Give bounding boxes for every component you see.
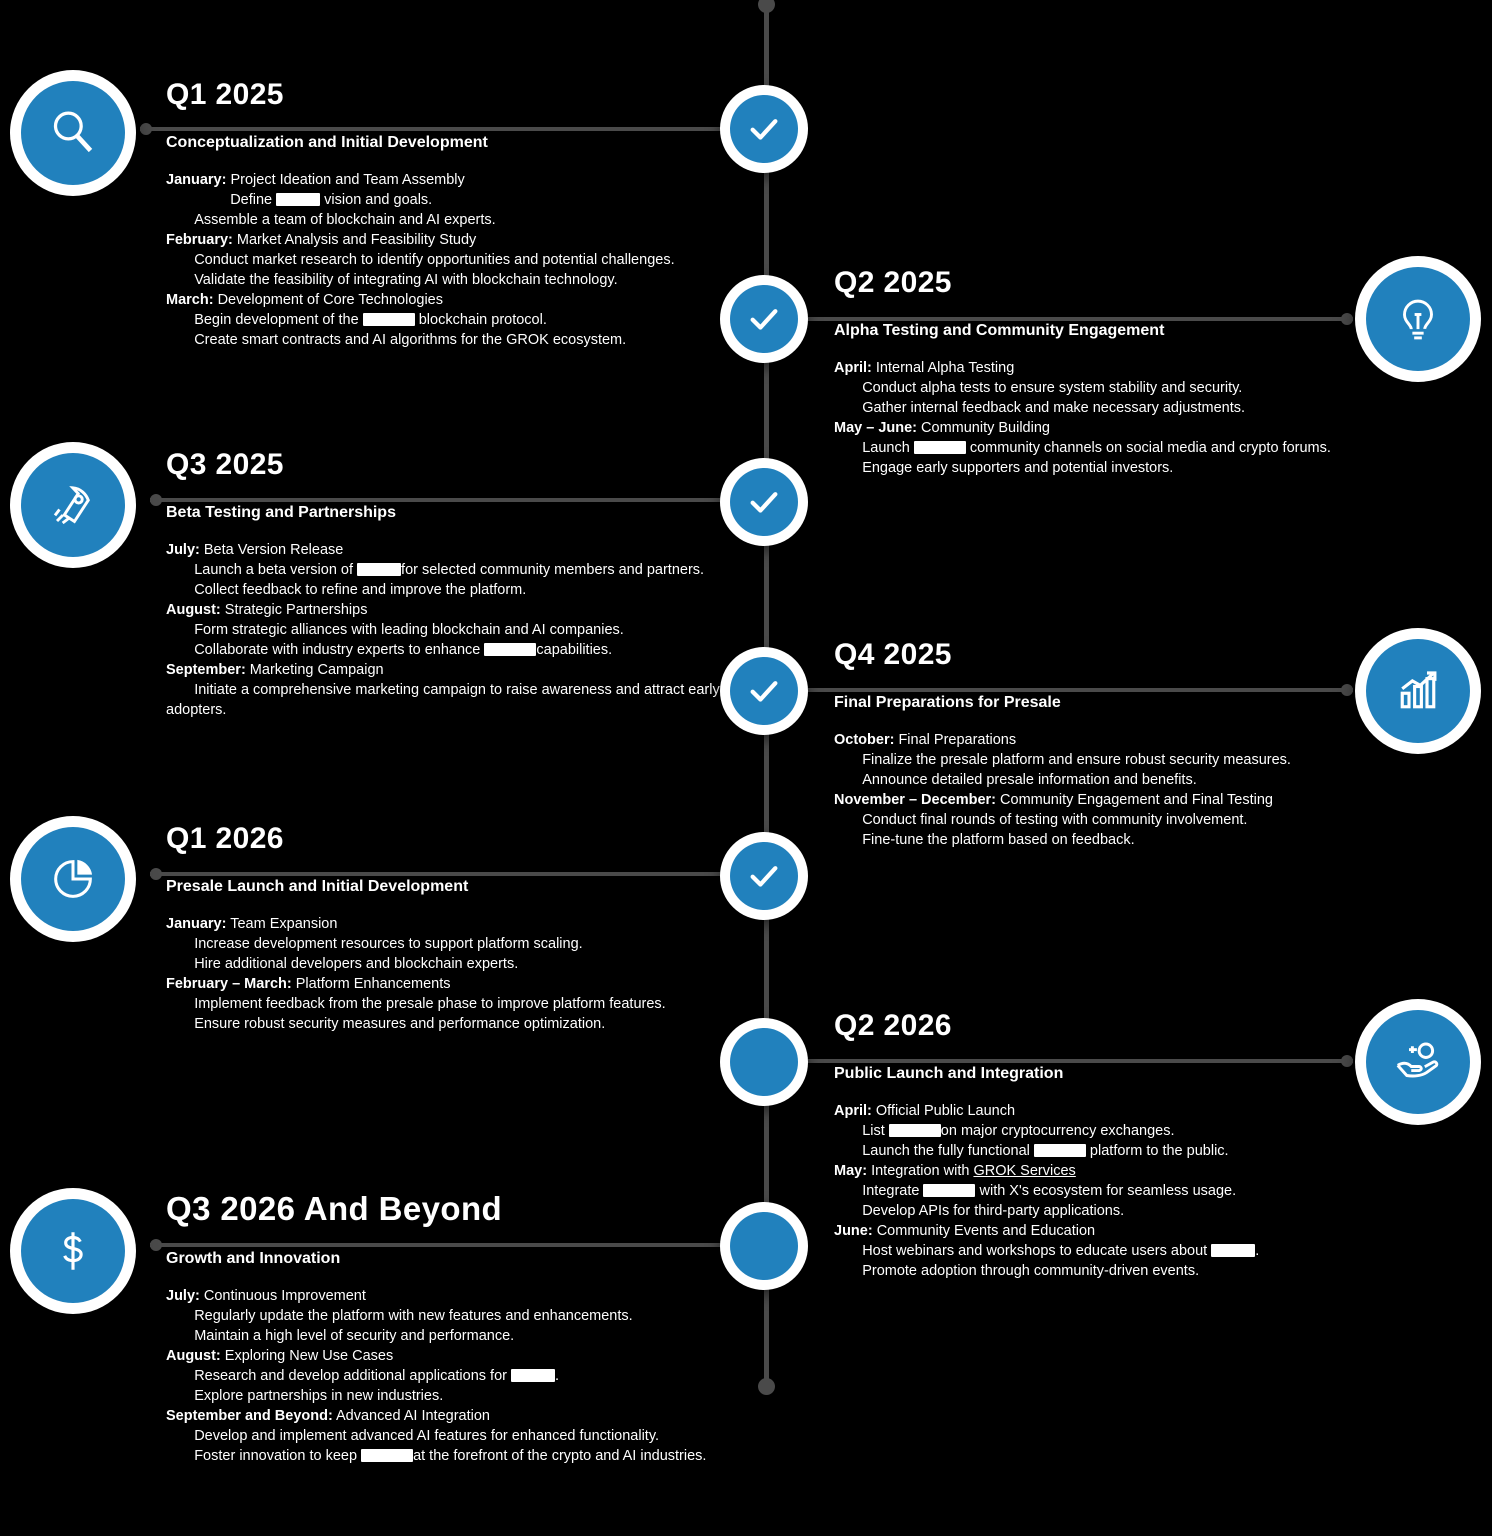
q2-2025-connector bbox=[808, 317, 1353, 321]
entry-subtitle: Final Preparations for Presale bbox=[834, 694, 1061, 711]
entry-subtitle: Presale Launch and Initial Development bbox=[166, 878, 469, 895]
entry-q2-2026 bbox=[834, 1009, 1379, 1281]
entry-q3-2026 bbox=[166, 1190, 731, 1466]
dollar-icon bbox=[21, 1199, 125, 1303]
entry-body: January: Team Expansion Increase development resources to support platform scaling. Hire additional developers and blockchain experts. February – March: Platform Enhancements Implement feedback from the presale phase to improve platform features. Ensure robust security measures and performance optimization. bbox=[166, 916, 666, 1032]
q3-2025-connector bbox=[150, 498, 730, 502]
lightbulb-icon bbox=[1366, 267, 1470, 371]
pie-chart-icon bbox=[21, 827, 125, 931]
entry-subtitle: Conceptualization and Initial Development bbox=[166, 134, 488, 151]
q1-2025-icon-badge bbox=[10, 70, 136, 196]
entry-title: Q3 2025 bbox=[166, 448, 284, 481]
check-icon bbox=[730, 95, 798, 163]
entry-body: July: Beta Version Release Launch a beta version of for selected community members and partners. Collect feedback to refine and improve the platform. August: Strategic Partnerships Form strategic alliances with leading blockchain and AI companies. Collaborate with industry experts to enhance capabilities. September: Marketing Campaign Initiate a comprehensive marketing campaign to raise awareness and attract early adopters. bbox=[166, 542, 720, 718]
q2-2025-node[interactable] bbox=[720, 275, 808, 363]
entry-title: Q2 2026 bbox=[834, 1009, 952, 1042]
entry-subtitle: Alpha Testing and Community Engagement bbox=[834, 322, 1165, 339]
check-icon bbox=[730, 842, 798, 910]
q3-2026-icon-badge bbox=[10, 1188, 136, 1314]
q3-2026-connector bbox=[150, 1243, 730, 1247]
timeline-spine-cap-top bbox=[758, 0, 775, 13]
entry-subtitle: Public Launch and Integration bbox=[834, 1065, 1064, 1082]
node-dot-icon bbox=[730, 1212, 798, 1280]
entry-q1-2026 bbox=[166, 822, 711, 1034]
entry-body: April: Internal Alpha Testing Conduct alpha tests to ensure system stability and security. Gather internal feedback and make necessary adjustments. May – June: Community Building Launch community channels on social media and crypto forums. Engage early supporters and potential investors. bbox=[834, 360, 1331, 476]
q2-2026-connector bbox=[808, 1059, 1353, 1063]
entry-q4-2025 bbox=[834, 638, 1379, 850]
q2-2025-icon-badge bbox=[1355, 256, 1481, 382]
entry-title: Q4 2025 bbox=[834, 638, 952, 671]
check-icon bbox=[730, 657, 798, 725]
q4-2025-node[interactable] bbox=[720, 647, 808, 735]
timeline-spine-cap-bottom bbox=[758, 1378, 775, 1395]
bar-chart-icon bbox=[1366, 639, 1470, 743]
magnifier-icon bbox=[21, 81, 125, 185]
q4-2025-connector bbox=[808, 688, 1353, 692]
entry-title: Q1 2025 bbox=[166, 78, 284, 111]
node-dot-icon bbox=[730, 1028, 798, 1096]
entry-subtitle: Growth and Innovation bbox=[166, 1250, 341, 1267]
entry-title: Q3 2026 And Beyond bbox=[166, 1190, 503, 1227]
entry-title: Q1 2026 bbox=[166, 822, 284, 855]
entry-body: April: Official Public Launch List on major cryptocurrency exchanges. Launch the fully functional platform to the public. May: Integration with GROK Services Integrate with X's ecosystem for seamless usage. Develop APIs for third-party applications. June: Community Events and Education Host webinars and workshops to educate users about . Promote adoption through community-driven events. bbox=[834, 1103, 1260, 1279]
entry-body: October: Final Preparations Finalize the presale platform and ensure robust security measures. Announce detailed presale information and benefits. November – December: Community Engagement and Final Testing Conduct final rounds of testing with community involvement. Fine-tune the platform based on feedback. bbox=[834, 732, 1291, 848]
q3-2026-node[interactable] bbox=[720, 1202, 808, 1290]
q4-2025-icon-badge bbox=[1355, 628, 1481, 754]
q1-2026-node[interactable] bbox=[720, 832, 808, 920]
hand-coin-icon bbox=[1366, 1010, 1470, 1114]
q1-2025-connector bbox=[140, 127, 730, 131]
entry-subtitle: Beta Testing and Partnerships bbox=[166, 504, 396, 521]
check-icon bbox=[730, 285, 798, 353]
q1-2026-icon-badge bbox=[10, 816, 136, 942]
check-icon bbox=[730, 468, 798, 536]
q3-2025-node[interactable] bbox=[720, 458, 808, 546]
entry-q1-2025 bbox=[166, 78, 726, 350]
entry-body: January: Project Ideation and Team Assembly Define vision and goals. Assemble a team of blockchain and AI experts. February: Market Analysis and Feasibility Study Conduct market research to identify opportunities and potential challenges. Validate the feasibility of integrating AI with blockchain technology. March: Development of Core Technologies Begin development of the blockchain protocol. Create smart contracts and AI algorithms for the GROK ecosystem. bbox=[166, 172, 675, 348]
entry-q3-2025 bbox=[166, 448, 721, 720]
entry-body: July: Continuous Improvement Regularly update the platform with new features and enhancements. Maintain a high level of security and performance. August: Exploring New Use Cases Research and develop additional applications for . Explore partnerships in new industries. September and Beyond: Advanced AI Integration Develop and implement advanced AI features for enhanced functionality. Foster innovation to keep at the forefront of the crypto and AI industries. bbox=[166, 1288, 707, 1464]
q2-2026-node[interactable] bbox=[720, 1018, 808, 1106]
entry-title: Q2 2025 bbox=[834, 266, 952, 299]
q2-2026-icon-badge bbox=[1355, 999, 1481, 1125]
rocket-icon bbox=[21, 453, 125, 557]
q1-2025-node[interactable] bbox=[720, 85, 808, 173]
q1-2026-connector bbox=[150, 872, 730, 876]
entry-q2-2025 bbox=[834, 266, 1379, 478]
q3-2025-icon-badge bbox=[10, 442, 136, 568]
